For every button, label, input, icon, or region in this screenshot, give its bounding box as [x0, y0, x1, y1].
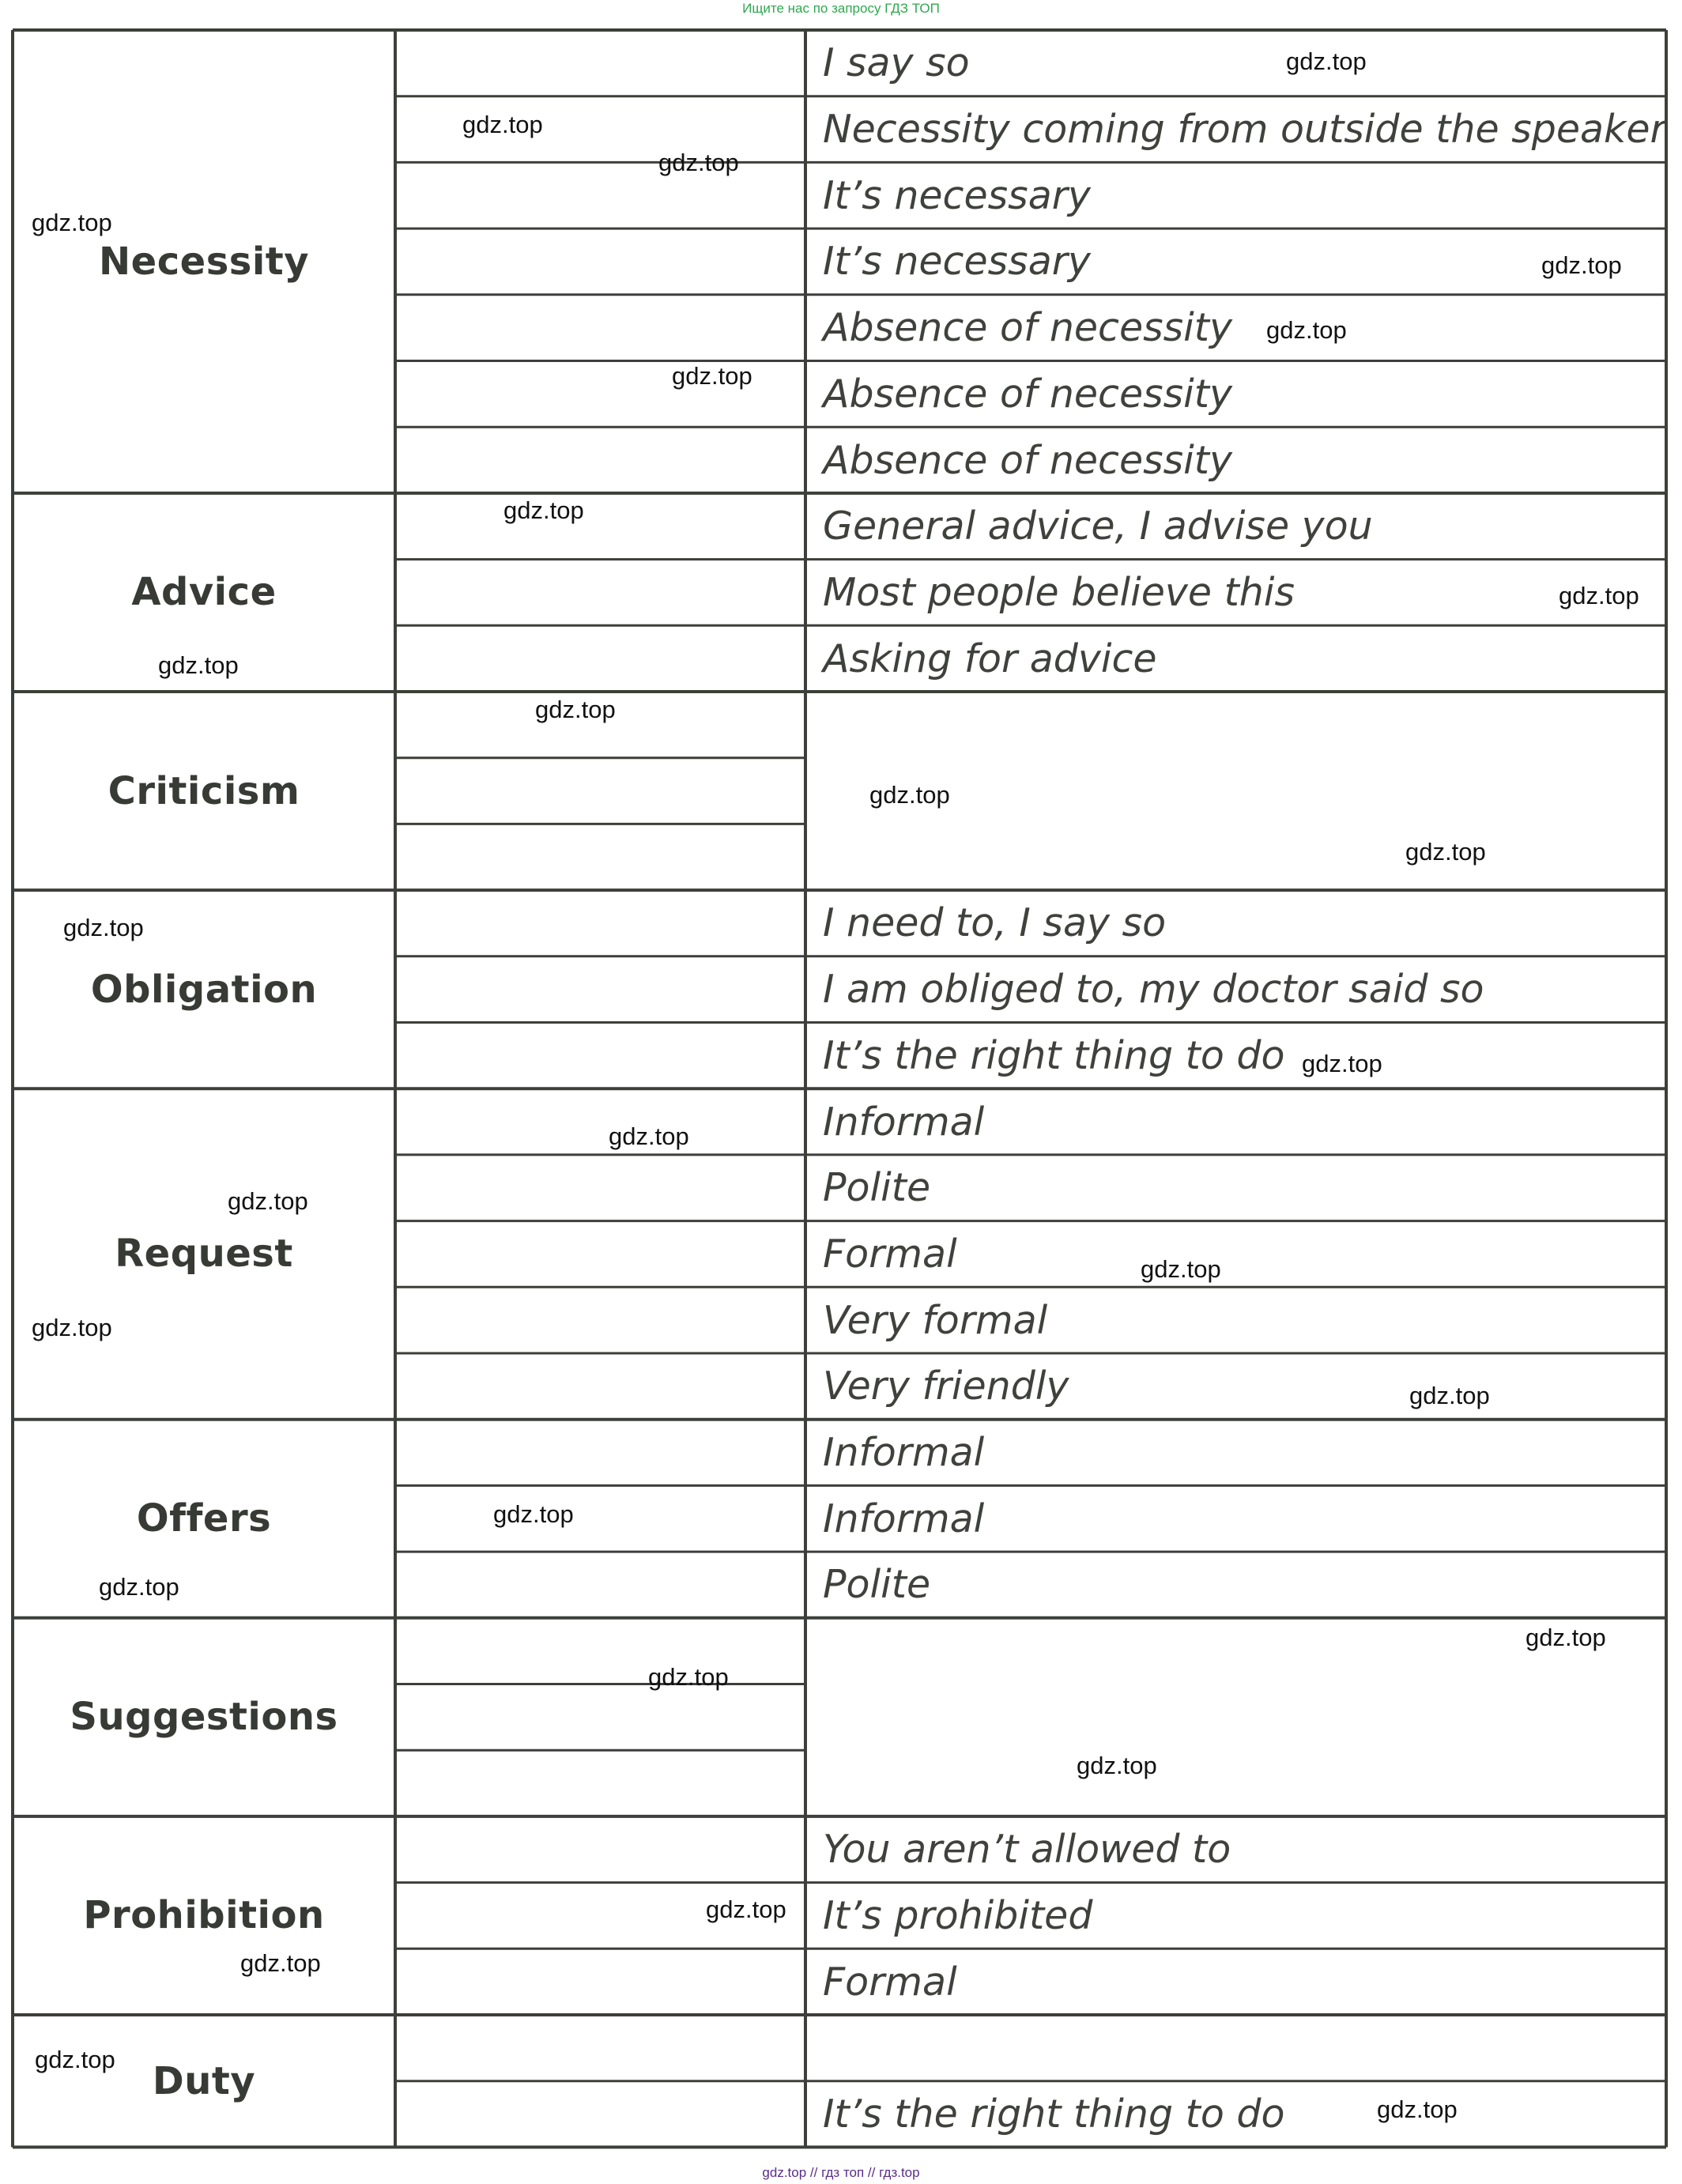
- meaning-cell: Most people believe this: [823, 569, 1295, 615]
- watermark-text: gdz.top: [869, 781, 950, 809]
- watermark-text: gdz.top: [535, 696, 616, 723]
- section-label-advice: Advice: [131, 570, 277, 615]
- example-cell[interactable]: [395, 1552, 805, 1618]
- watermark-text: gdz.top: [658, 149, 739, 176]
- example-cell[interactable]: [395, 1023, 805, 1089]
- section-label-offers: Offers: [136, 1496, 272, 1541]
- watermark-text: gdz.top: [706, 1895, 786, 1923]
- example-cell[interactable]: [395, 824, 805, 890]
- watermark-text: gdz.top: [32, 209, 112, 236]
- watermark-text: gdz.top: [1405, 838, 1486, 866]
- example-cell[interactable]: [395, 1618, 805, 1684]
- example-cell[interactable]: [395, 1684, 805, 1751]
- example-cell[interactable]: [395, 1287, 805, 1353]
- section-label-criticism: Criticism: [107, 768, 300, 813]
- meaning-cell: Informal: [823, 1496, 985, 1541]
- example-cell[interactable]: [395, 625, 805, 692]
- watermark-text: gdz.top: [1377, 2095, 1458, 2123]
- meaning-cell: General advice, I advise you: [823, 504, 1373, 549]
- example-cell[interactable]: [395, 560, 805, 626]
- watermark-text: gdz.top: [63, 914, 144, 941]
- section-label-request: Request: [115, 1232, 293, 1277]
- meaning-cell: Polite: [823, 1165, 931, 1211]
- meaning-cell: Absence of necessity: [823, 371, 1232, 417]
- example-cell[interactable]: [395, 427, 805, 493]
- example-cell[interactable]: [395, 1221, 805, 1288]
- example-cell[interactable]: [395, 1420, 805, 1486]
- meaning-cell: Absence of necessity: [823, 305, 1232, 351]
- meaning-cell: I need to, I say so: [823, 900, 1167, 946]
- meaning-cell: Absence of necessity: [823, 437, 1232, 483]
- meaning-cell: [805, 2015, 1666, 2081]
- watermark-text: gdz.top: [32, 1314, 112, 1341]
- example-cell[interactable]: [395, 493, 805, 560]
- meaning-cell: Formal: [823, 1959, 957, 2005]
- section-label-duty: Duty: [152, 2058, 256, 2103]
- watermark-text: gdz.top: [672, 362, 752, 390]
- watermark-text: gdz.top: [240, 1949, 321, 1977]
- watermark-text: gdz.top: [1541, 251, 1622, 279]
- meaning-cell: Informal: [823, 1430, 985, 1476]
- watermark-text: gdz.top: [35, 2046, 115, 2073]
- example-cell[interactable]: [395, 96, 805, 163]
- footer-note: gdz.top // гдз топ // гдз.top: [762, 2165, 920, 2180]
- section-label-necessity: Necessity: [98, 239, 310, 284]
- example-cell[interactable]: [395, 890, 805, 956]
- example-cell[interactable]: [395, 295, 805, 361]
- watermark-text: gdz.top: [1302, 1050, 1382, 1077]
- meaning-cell: It’s necessary: [823, 239, 1091, 285]
- example-cell[interactable]: [395, 1353, 805, 1420]
- meaning-cell: I say so: [823, 40, 970, 86]
- meaning-cell: It’s the right thing to do: [823, 2092, 1285, 2137]
- watermark-text: gdz.top: [648, 1663, 729, 1691]
- example-cell[interactable]: [395, 30, 805, 96]
- meaning-cell: I am obliged to, my doctor said so: [823, 967, 1484, 1013]
- meaning-cell: Asking for advice: [823, 636, 1157, 681]
- meaning-cell: Very formal: [823, 1297, 1048, 1343]
- watermark-text: gdz.top: [158, 651, 239, 679]
- meaning-cell: It’s prohibited: [823, 1892, 1093, 1938]
- example-cell[interactable]: [395, 1816, 805, 1883]
- example-cell[interactable]: [395, 758, 805, 824]
- example-cell[interactable]: [395, 162, 805, 228]
- watermark-text: gdz.top: [462, 111, 543, 138]
- example-cell[interactable]: [395, 1948, 805, 2015]
- example-cell[interactable]: [395, 2015, 805, 2081]
- watermark-text: gdz.top: [493, 1500, 574, 1528]
- watermark-text: gdz.top: [609, 1122, 689, 1150]
- example-cell[interactable]: [395, 1485, 805, 1552]
- meaning-cell: Informal: [823, 1099, 985, 1145]
- meaning-cell: Formal: [823, 1231, 957, 1277]
- watermark-text: gdz.top: [1559, 582, 1639, 609]
- section-label-obligation: Obligation: [90, 967, 318, 1012]
- watermark-text: gdz.top: [228, 1187, 308, 1215]
- example-cell[interactable]: [395, 956, 805, 1023]
- meaning-cell: You aren’t allowed to: [823, 1827, 1231, 1873]
- example-cell[interactable]: [395, 1155, 805, 1221]
- meaning-cell: Very friendly: [823, 1364, 1069, 1409]
- watermark-text: gdz.top: [503, 496, 584, 524]
- header-note: Ищите нас по запросу ГДЗ ТОП: [742, 1, 940, 16]
- section-label-suggestions: Suggestions: [70, 1695, 338, 1740]
- section-label-prohibition: Prohibition: [83, 1893, 325, 1938]
- example-cell[interactable]: [395, 228, 805, 295]
- meaning-cell: Polite: [823, 1562, 931, 1608]
- watermark-text: gdz.top: [1286, 47, 1367, 75]
- watermark-text: gdz.top: [1141, 1255, 1221, 1283]
- meaning-cell: It’s necessary: [823, 172, 1091, 218]
- watermark-text: gdz.top: [1409, 1382, 1490, 1409]
- meaning-cell: Necessity coming from outside the speaker: [823, 107, 1666, 153]
- watermark-text: gdz.top: [1266, 316, 1347, 344]
- example-cell[interactable]: [395, 2081, 805, 2148]
- example-cell[interactable]: [395, 1088, 805, 1155]
- watermark-text: gdz.top: [99, 1573, 179, 1601]
- watermark-text: gdz.top: [1077, 1752, 1157, 1779]
- meaning-cell: It’s the right thing to do: [823, 1032, 1285, 1078]
- watermark-text: gdz.top: [1525, 1624, 1606, 1651]
- example-cell[interactable]: [395, 1750, 805, 1816]
